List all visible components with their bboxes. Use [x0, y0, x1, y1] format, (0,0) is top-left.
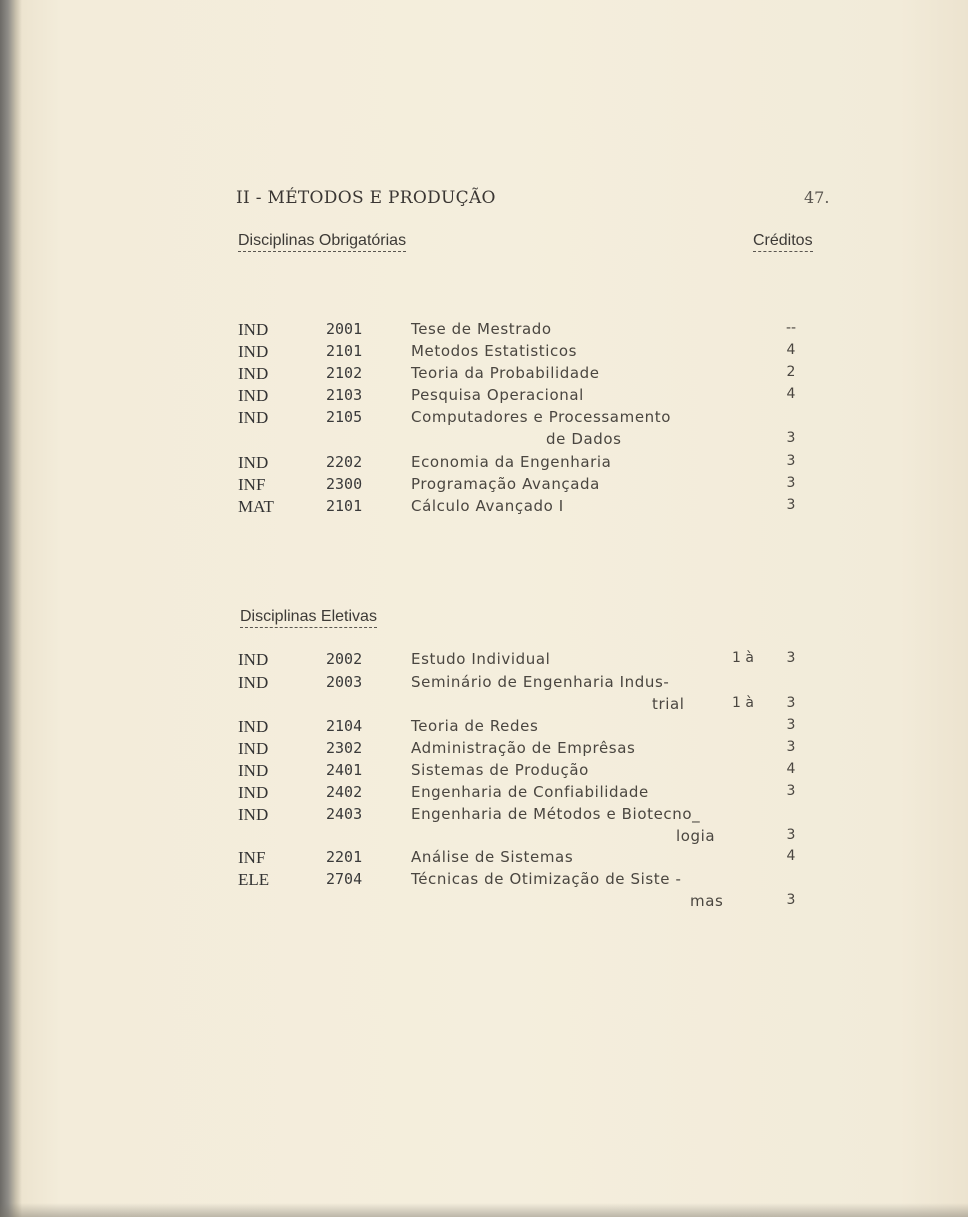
course-code: 2105 — [326, 408, 363, 426]
table-row — [0, 783, 968, 805]
course-credits: 3 — [786, 475, 796, 491]
table-row — [0, 739, 968, 761]
course-code: 2103 — [326, 386, 363, 404]
course-department: IND — [238, 364, 269, 383]
course-department: MAT — [238, 497, 274, 516]
table-row — [0, 848, 968, 870]
course-credits: 3 — [786, 827, 796, 843]
table-row — [0, 475, 968, 497]
elective-courses-heading: Disciplinas Eletivas — [240, 608, 377, 628]
table-row-continuation — [0, 695, 968, 717]
course-title: Administração de Emprêsas — [411, 739, 636, 757]
course-credits: 3 — [786, 430, 796, 446]
table-row — [0, 870, 968, 892]
table-row — [0, 497, 968, 519]
credit-range: 1 à — [732, 650, 754, 666]
table-row-continuation — [0, 430, 968, 452]
course-department: IND — [238, 408, 269, 427]
course-code: 2402 — [326, 783, 363, 801]
course-credits: 3 — [786, 717, 796, 733]
course-credits: 3 — [786, 892, 796, 908]
course-department: INF — [238, 848, 266, 867]
course-code: 2704 — [326, 870, 363, 888]
page-title: II - MÉTODOS E PRODUÇÃO — [236, 188, 496, 208]
course-code: 2403 — [326, 805, 363, 823]
course-title: Análise de Sistemas — [411, 848, 574, 866]
course-title: Computadores e Processamento — [411, 408, 672, 426]
course-department: IND — [238, 320, 269, 339]
course-department: INF — [238, 475, 266, 494]
course-title-continuation: trial — [652, 695, 685, 713]
course-title-continuation: logia — [676, 827, 716, 845]
course-credits: 3 — [786, 650, 796, 666]
course-code: 2302 — [326, 739, 363, 757]
course-department: IND — [238, 783, 269, 802]
course-code: 2101 — [326, 342, 363, 360]
course-code: 2300 — [326, 475, 363, 493]
course-department: IND — [238, 739, 269, 758]
course-code: 2002 — [326, 650, 363, 668]
course-title: Metodos Estatisticos — [411, 342, 578, 360]
course-title: Economia da Engenharia — [411, 453, 612, 471]
table-row-continuation — [0, 827, 968, 849]
course-code: 2003 — [326, 673, 363, 691]
course-title: Engenharia de Confiabilidade — [411, 783, 649, 801]
course-code: 2102 — [326, 364, 363, 382]
credit-range: 1 à — [732, 695, 754, 711]
course-credits: -- — [785, 320, 797, 336]
course-title: Seminário de Engenharia Indus- — [411, 673, 670, 691]
table-row — [0, 453, 968, 475]
table-row — [0, 805, 968, 827]
page-bottom-shadow — [0, 1203, 968, 1217]
table-row — [0, 650, 968, 672]
course-credits: 4 — [786, 386, 796, 402]
course-department: ELE — [238, 870, 270, 889]
table-row — [0, 717, 968, 739]
course-department: IND — [238, 717, 269, 736]
course-title: Estudo Individual — [411, 650, 551, 668]
course-title: Pesquisa Operacional — [411, 386, 584, 404]
course-code: 2104 — [326, 717, 363, 735]
course-credits: 4 — [786, 848, 796, 864]
course-department: IND — [238, 650, 269, 669]
course-code: 2401 — [326, 761, 363, 779]
course-credits: 4 — [786, 761, 796, 777]
table-row-continuation — [0, 892, 968, 914]
course-title: Sistemas de Produção — [411, 761, 589, 779]
course-code: 2101 — [326, 497, 363, 515]
course-credits: 3 — [786, 497, 796, 513]
course-credits: 3 — [786, 783, 796, 799]
course-title: Engenharia de Métodos e Biotecno_ — [411, 805, 701, 823]
table-row — [0, 342, 968, 364]
course-credits: 4 — [786, 342, 796, 358]
course-title-continuation: de Dados — [546, 430, 622, 448]
course-department: IND — [238, 453, 269, 472]
course-title: Programação Avançada — [411, 475, 600, 493]
table-row — [0, 364, 968, 386]
course-code: 2001 — [326, 320, 363, 338]
table-row — [0, 408, 968, 430]
course-department: IND — [238, 342, 269, 361]
table-row — [0, 386, 968, 408]
page-number: 47. — [804, 188, 830, 207]
course-department: IND — [238, 761, 269, 780]
course-title: Tese de Mestrado — [411, 320, 552, 338]
course-code: 2201 — [326, 848, 363, 866]
required-courses-heading: Disciplinas Obrigatórias — [238, 232, 406, 252]
course-credits: 3 — [786, 739, 796, 755]
course-title: Cálculo Avançado I — [411, 497, 564, 515]
course-title: Técnicas de Otimização de Siste - — [411, 870, 682, 888]
credits-column-heading: Créditos — [753, 232, 813, 252]
course-credits: 3 — [786, 695, 796, 711]
table-row — [0, 320, 968, 342]
book-binding-edge — [0, 0, 22, 1217]
course-credits: 2 — [786, 364, 796, 380]
course-title-continuation: mas — [690, 892, 724, 910]
course-title: Teoria da Probabilidade — [411, 364, 600, 382]
course-department: IND — [238, 673, 269, 692]
course-credits: 3 — [786, 453, 796, 469]
course-code: 2202 — [326, 453, 363, 471]
table-row — [0, 761, 968, 783]
table-row — [0, 673, 968, 695]
course-department: IND — [238, 386, 269, 405]
course-title: Teoria de Redes — [411, 717, 539, 735]
course-department: IND — [238, 805, 269, 824]
